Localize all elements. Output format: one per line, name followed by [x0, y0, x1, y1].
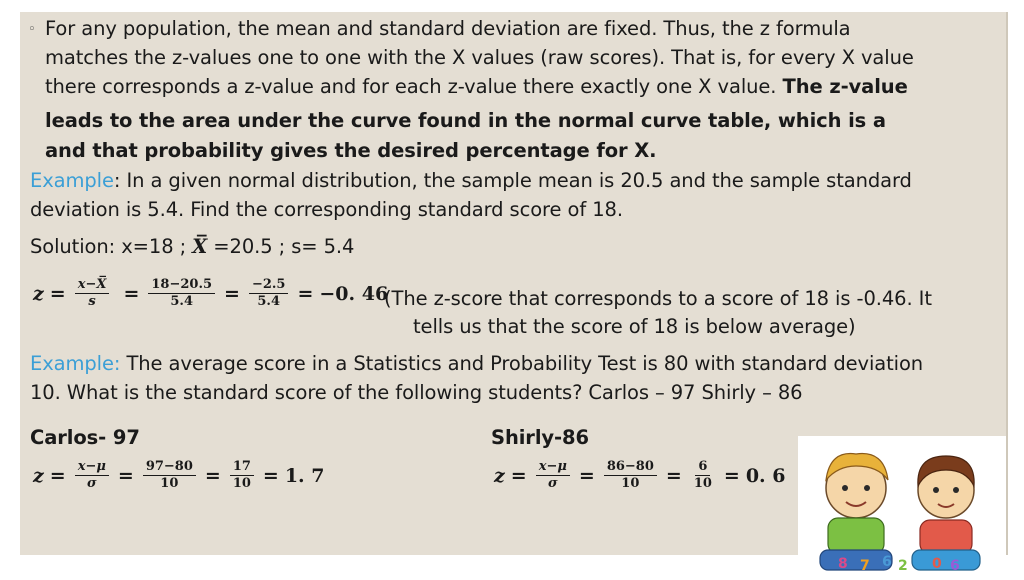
example2-line-2: 10. What is the standard score of the following students? Carlos – 97 Shirly – 86: [30, 381, 803, 404]
carlos-result: 1. 7: [284, 464, 325, 487]
intro-line-1: For any population, the mean and standard deviation are fixed. Thus, the z formula: [45, 17, 851, 40]
eq1-fraction-values: [148, 277, 215, 310]
solution-text-a: Solution: x=18 ;: [30, 235, 193, 258]
solution-line: [30, 232, 354, 261]
bullet-marker: ◦: [28, 22, 36, 37]
example2-text-1: The average score in a Statistics and Probability Test is 80 with standard deviation: [120, 352, 924, 375]
carlos-f2-numerator: 97−80: [143, 459, 196, 476]
example1-note-2: tells us that the score of 18 is below average): [413, 315, 856, 338]
carlos-fraction-difference: [230, 459, 254, 492]
girl-figure: [912, 456, 980, 570]
boy-figure: [820, 454, 892, 570]
svg-text:7: 7: [860, 558, 870, 574]
shirly-f3-numerator: 6: [695, 459, 710, 476]
svg-text:0: 0: [932, 556, 942, 572]
eq1-f2-denominator: 5.4: [170, 294, 194, 309]
carlos-f3-numerator: 17: [230, 459, 254, 476]
shirly-fraction-values: [604, 459, 657, 492]
shirly-heading: Shirly-86: [491, 426, 589, 449]
shirly-equals-2: =: [578, 464, 595, 487]
eq1-f3-denominator: 5.4: [257, 294, 281, 309]
eq1-f1-denominator: s: [88, 294, 96, 309]
carlos-fraction-formula: [75, 459, 109, 492]
eq1-equals-3: =: [224, 282, 240, 305]
shirly-fraction-formula: [536, 459, 570, 492]
carlos-equals-3: =: [204, 464, 221, 487]
intro-line-5: and that probability gives the desired percentage for X.: [45, 139, 657, 162]
example1-label: Example: [30, 169, 114, 192]
eq1-z: z: [33, 282, 44, 305]
carlos-z: z: [33, 464, 44, 487]
solution-text-b: =20.5 ; s= 5.4: [207, 235, 355, 258]
carlos-f1-denominator: σ: [87, 476, 97, 491]
carlos-f3-denominator: 10: [232, 476, 251, 491]
carlos-f2-denominator: 10: [160, 476, 179, 491]
shirly-equals-1: =: [510, 464, 527, 487]
shirly-f3-denominator: 10: [693, 476, 712, 491]
carlos-equation: [30, 459, 328, 492]
example1-line-2: deviation is 5.4. Find the corresponding standard score of 18.: [30, 198, 623, 221]
svg-text:2: 2: [898, 558, 908, 574]
svg-text:8: 8: [838, 556, 848, 572]
shirly-result: 0. 6: [745, 464, 786, 487]
example1-text-1: : In a given normal distribution, the sample mean is 20.5 and the sample standard: [113, 169, 912, 192]
shirly-z: z: [494, 464, 505, 487]
solution-xbar: X̅: [192, 235, 208, 258]
carlos-heading: Carlos- 97: [30, 426, 140, 449]
intro-line-3-bold: The z-value: [782, 75, 908, 98]
eq1-equals-2: =: [123, 282, 140, 305]
eq1-result: −0. 46: [319, 282, 389, 305]
eq1-f1-numerator: x−X̅: [75, 277, 110, 294]
carlos-f1-numerator: x−μ: [75, 459, 109, 476]
example1-equation: [30, 277, 391, 310]
intro-line-4: leads to the area under the curve found in the normal curve table, which is a: [45, 109, 886, 132]
intro-line-2: matches the z-values one to one with the X values (raw scores). That is, for every X value: [45, 46, 914, 69]
eq1-equals-4: =: [297, 282, 314, 305]
intro-line-3-text: there corresponds a z-value and for each z-value there exactly one X value.: [45, 75, 783, 98]
example1-note-1: (The z-score that corresponds to a score of 18 is -0.46. It: [384, 287, 932, 310]
example1-line-1: [30, 166, 912, 195]
shirly-equals-3: =: [665, 464, 682, 487]
example2-line-1: [30, 349, 923, 378]
shirly-f1-denominator: σ: [548, 476, 558, 491]
kids-clipart-image: [798, 436, 1006, 576]
eq1-fraction-formula: [75, 277, 110, 310]
example2-label: Example:: [30, 352, 121, 375]
carlos-fraction-values: [143, 459, 196, 492]
eq1-f3-numerator: −2.5: [249, 277, 289, 294]
eq1-f2-numerator: 18−20.5: [148, 277, 215, 294]
svg-text:6: 6: [950, 558, 960, 574]
kids-clipart-svg: [798, 436, 1006, 576]
carlos-equals-4: =: [262, 464, 279, 487]
carlos-equals-2: =: [117, 464, 134, 487]
shirly-f1-numerator: x−μ: [536, 459, 570, 476]
intro-line-3: [45, 72, 908, 101]
shirly-f2-numerator: 86−80: [604, 459, 657, 476]
svg-text:6: 6: [882, 554, 892, 570]
eq1-equals-1: =: [49, 282, 66, 305]
shirly-fraction-difference: [691, 459, 715, 492]
shirly-equals-4: =: [723, 464, 740, 487]
shirly-f2-denominator: 10: [621, 476, 640, 491]
carlos-equals-1: =: [49, 464, 66, 487]
shirly-equation: [491, 459, 789, 492]
eq1-fraction-difference: [249, 277, 289, 310]
